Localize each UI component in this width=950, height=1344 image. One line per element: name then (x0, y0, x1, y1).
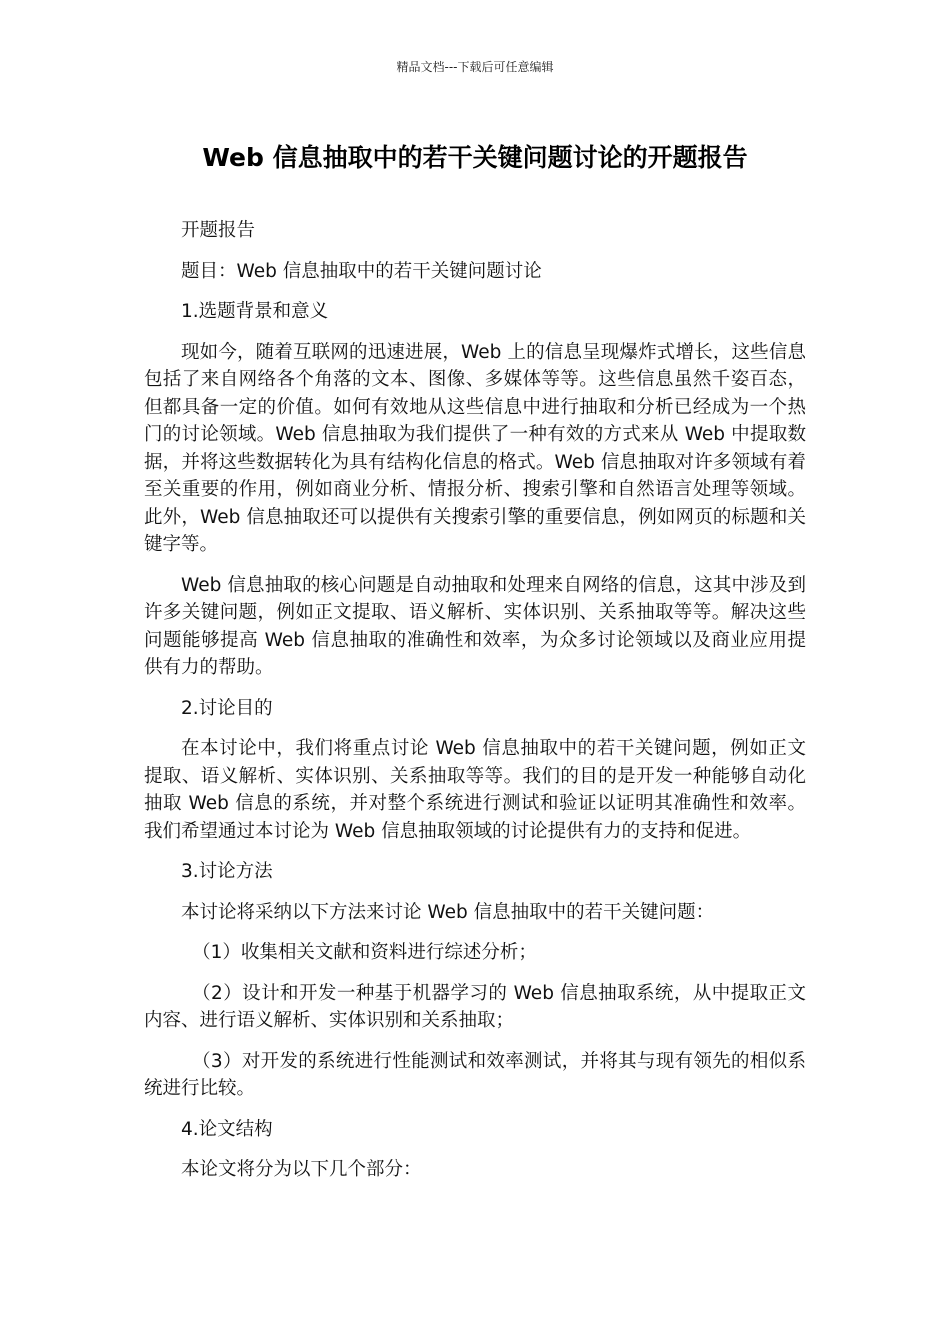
section-heading-structure: 4.论文结构 (181, 1118, 273, 1140)
body-paragraph: 在本讨论中，我们将重点讨论 Web 信息抽取中的若干关键问题，例如正文提取、语义解析、实体识别、关系抽取等等。我们的目的是开发一种能够自动化抽取 Web 信息的系统，并对整个系统进行测试和验证以证明其准确性和效率。我们希望通过本讨论为 Web 信息抽取领域的讨论提供有力的支持和促进。 (144, 738, 806, 842)
document-body (144, 217, 806, 1197)
method-item: （3）对开发的系统进行性能测试和效率测试，并将其与现有领先的相似系统进行比较。 (144, 1050, 806, 1099)
section-heading-background: 1.选题背景和意义 (181, 301, 329, 322)
header-note: 精品文档---下载后可任意编辑 (396, 60, 554, 74)
topic-line: 题目：Web 信息抽取中的若干关键问题讨论 (181, 260, 542, 282)
section-heading-methods: 3.讨论方法 (181, 861, 273, 882)
body-paragraph: 现如今，随着互联网的迅速进展，Web 上的信息呈现爆炸式增长，这些信息包括了来自网络各个角落的文本、图像、多媒体等等。这些信息虽然千姿百态，但都具备一定的价值。如何有效地从这些信息中进行抽取和分析已经成为一个热门的讨论领域。Web 信息抽取为我们提供了一种有效的方式来从 Web 中提取数据，并将这些数据转化为具有结构化信息的格式。Web 信息抽取对许多领域有着至关重要的作用，例如商业分析、情报分析、搜索引擎和自然语言处理等领域。此外，Web 信息抽取还可以提供有关搜索引擎的重要信息，例如网页的标题和关键字等。 (144, 341, 806, 555)
body-paragraph: Web 信息抽取的核心问题是自动抽取和处理来自网络的信息，这其中涉及到许多关键问题，例如正文提取、语义解析、实体识别、关系抽取等等。解决这些问题能够提高 Web 信息抽取的准确性和效率，为众多讨论领域以及商业应用提供有力的帮助。 (144, 574, 806, 678)
document-title: Web 信息抽取中的若干关键问题讨论的开题报告 (202, 143, 748, 172)
body-paragraph: 本讨论将采纳以下方法来讨论 Web 信息抽取中的若干关键问题： (181, 901, 715, 923)
method-item: （1）收集相关文献和资料进行综述分析； (192, 942, 537, 963)
body-paragraph: 本论文将分为以下几个部分： (181, 1159, 422, 1180)
section-heading-purpose: 2.讨论目的 (181, 697, 273, 719)
method-item: （2）设计和开发一种基于机器学习的 Web 信息抽取系统，从中提取正文内容、进行语义解析、实体识别和关系抽取； (144, 982, 806, 1031)
section-label: 开题报告 (181, 220, 256, 241)
